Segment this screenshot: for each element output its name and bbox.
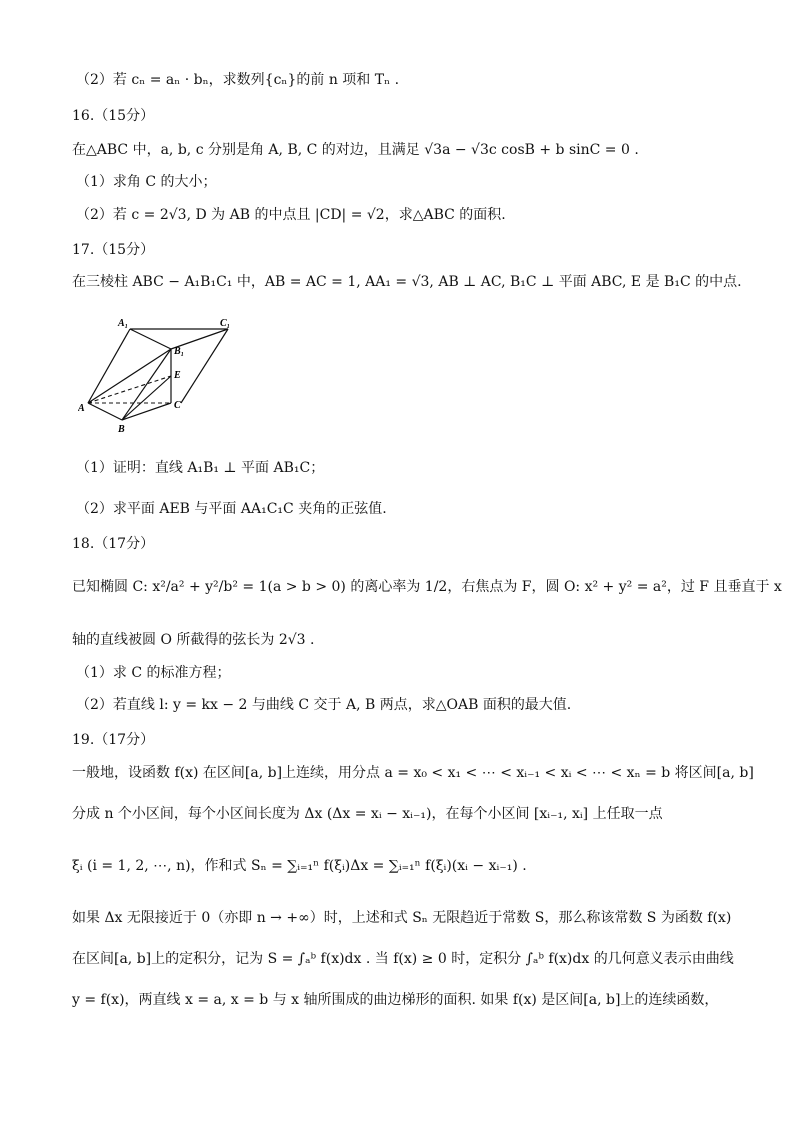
- label-A: A: [78, 403, 85, 414]
- q18-part2: （2）若直线 l: y = kx − 2 与曲线 C 交于 A, B 两点，求△OAB 面积的最大值.: [76, 697, 572, 713]
- q18-stem-1: 已知椭圆 C: x²/a² + y²/b² = 1(a > b > 0) 的离心率为 1/2，右焦点为 F，圆 O: x² + y² = a²，过 F 且垂直于 x: [72, 579, 782, 595]
- label-E: E: [174, 370, 181, 381]
- q19-para-6: y = f(x)，两直线 x = a, x = b 与 x 轴所围成的曲边梯形的面积. 如果 f(x) 是区间[a, b]上的连续函数，: [72, 992, 719, 1008]
- label-B: B: [118, 424, 125, 434]
- q17-stem: 在三棱柱 ABC − A₁B₁C₁ 中，AB = AC = 1, AA₁ = √3, AB ⊥ AC, B₁C ⊥ 平面 ABC, E 是 B₁C 的中点.: [72, 274, 742, 290]
- label-C1: C₁: [220, 318, 231, 329]
- q17-header: 17.（15分）: [72, 242, 155, 258]
- q16-stem: 在△ABC 中，a, b, c 分别是角 A, B, C 的对边，且满足 √3a − √3c cosB + b sinC = 0 .: [72, 142, 639, 158]
- q19-para-5: 在区间[a, b]上的定积分，记为 S = ∫ₐᵇ f(x)dx . 当 f(x) ≥ 0 时，定积分 ∫ₐᵇ f(x)dx 的几何意义表示由曲线: [72, 951, 734, 967]
- q19-para-4: 如果 Δx 无限接近于 0（亦即 n → +∞）时，上述和式 Sₙ 无限趋近于常数 S，那么称该常数 S 为函数 f(x): [72, 910, 732, 926]
- q16-part1: （1）求角 C 的大小；: [76, 174, 217, 190]
- q18-part1: （1）求 C 的标准方程；: [76, 665, 231, 681]
- q19-para-1: 一般地，设函数 f(x) 在区间[a, b]上连续，用分点 a = x₀ < x₁ < ⋯ < xᵢ₋₁ < xᵢ < ⋯ < xₙ = b 将区间[a, b]: [72, 765, 754, 781]
- label-B1: B₁: [174, 346, 185, 357]
- q19-para-2: 分成 n 个小区间，每个小区间长度为 Δx (Δx = xᵢ − xᵢ₋₁)，在每个小区间 [xᵢ₋₁, xᵢ] 上任取一点: [72, 806, 663, 822]
- q16-header: 16.（15分）: [72, 108, 155, 124]
- q16-part2: （2）若 c = 2√3, D 为 AB 的中点且 |CD| = √2，求△ABC 的面积.: [76, 207, 506, 223]
- prism-figure: [78, 316, 238, 434]
- q18-header: 18.（17分）: [72, 536, 155, 552]
- q19-header: 19.（17分）: [72, 732, 155, 748]
- q18-stem-2: 轴的直线被圆 O 所截得的弦长为 2√3 .: [72, 632, 315, 648]
- q17-part1: （1）证明：直线 A₁B₁ ⊥ 平面 AB₁C；: [76, 460, 325, 476]
- q15-part2: （2）若 cₙ = aₙ · bₙ，求数列{cₙ}的前 n 项和 Tₙ .: [76, 72, 400, 88]
- label-A1: A₁: [118, 318, 129, 329]
- q17-part2: （2）求平面 AEB 与平面 AA₁C₁C 夹角的正弦值.: [76, 501, 387, 517]
- q19-para-3: ξᵢ (i = 1, 2, ⋯, n)，作和式 Sₙ = ∑ᵢ₌₁ⁿ f(ξᵢ)Δx = ∑ᵢ₌₁ⁿ f(ξᵢ)(xᵢ − xᵢ₋₁) .: [72, 858, 527, 874]
- label-C: C: [174, 400, 181, 411]
